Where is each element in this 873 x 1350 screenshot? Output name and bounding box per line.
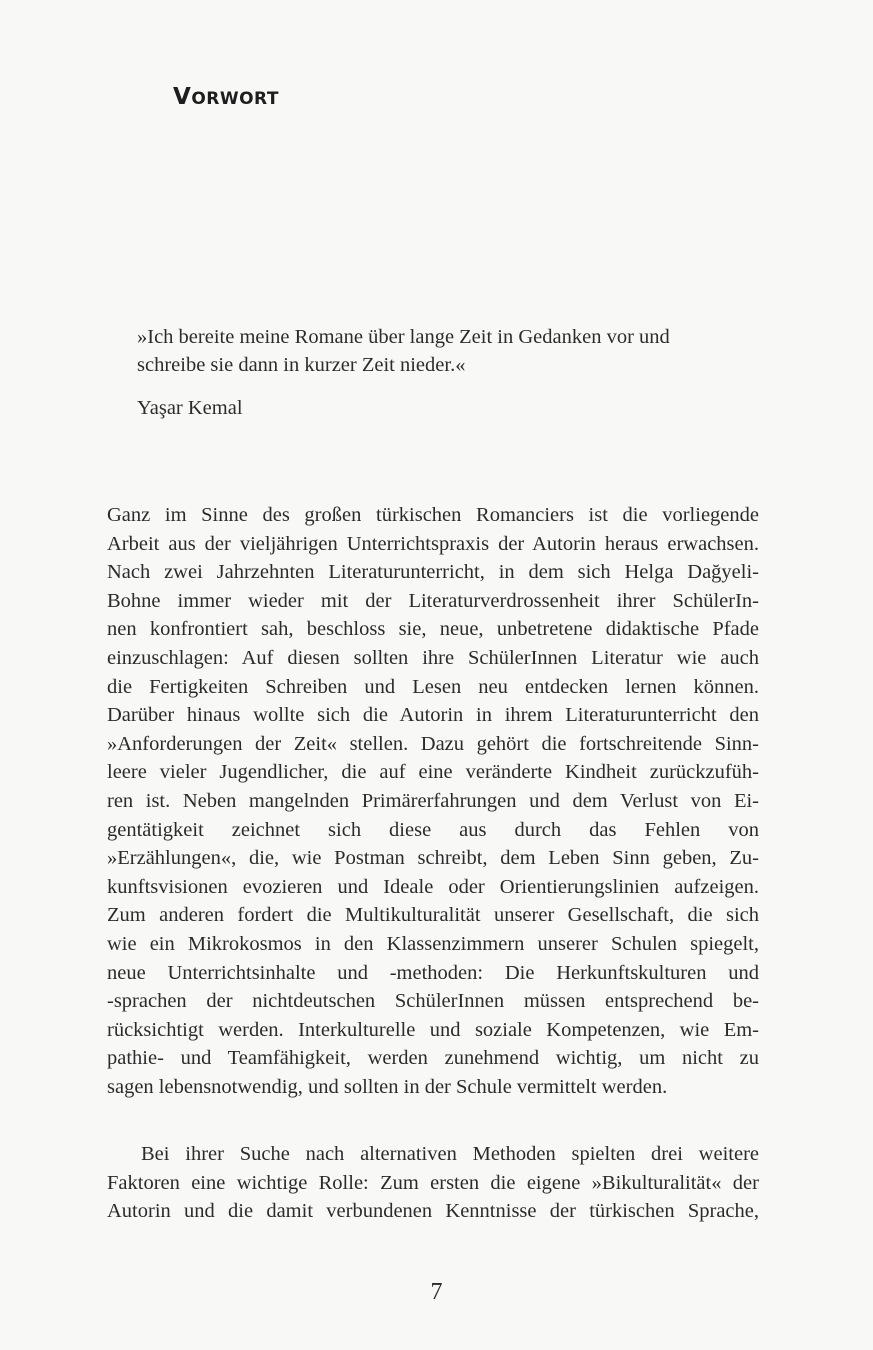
- text-line: Ganz im Sinne des großen türkischen Romanciers ist die vorliegende: [107, 504, 759, 526]
- text-line: Darüber hinaus wollte sich die Autorin in ihrem Literaturunterricht den: [107, 704, 759, 727]
- text-line: leere vieler Jugendlicher, die auf eine veränderte Kindheit zurückzufüh-: [107, 761, 759, 784]
- heading-initial: V: [173, 84, 192, 110]
- text-line: Autorin und die damit verbundenen Kenntnisse der türkischen Sprache,: [107, 1200, 759, 1223]
- text-line: ren ist. Neben mangelnden Primärerfahrungen und dem Verlust von Ei-: [107, 789, 759, 812]
- text-line: Bohne immer wieder mit der Literaturverdrossenheit ihrer SchülerIn-: [107, 589, 759, 612]
- text-line: Arbeit aus der vieljährigen Unterrichtspraxis der Autorin heraus erwachsen.: [107, 532, 759, 555]
- text-line: Faktoren eine wichtige Rolle: Zum ersten die eigene »Bikulturalität« der: [107, 1171, 759, 1194]
- text-line: einzuschlagen: Auf diesen sollten ihre SchülerInnen Literatur wie auch: [107, 646, 759, 669]
- page-number: 7: [430, 1279, 443, 1305]
- heading-rest: ORWORT: [191, 89, 279, 109]
- text-line: »Erzählungen«, die, wie Postman schreibt, dem Leben Sinn geben, Zu-: [107, 847, 759, 870]
- text-line: die Fertigkeiten Schreiben und Lesen neu entdecken lernen können.: [107, 675, 759, 698]
- text-line: gentätigkeit zeichnet sich diese aus durch das Fehlen von: [107, 818, 759, 841]
- chapter-heading: [173, 84, 279, 110]
- text-line: kunftsvisionen evozieren und Ideale oder Orientierungslinien aufzeigen.: [107, 875, 759, 898]
- epigraph-author: Yaşar Kemal: [137, 397, 243, 419]
- text-line: »Anforderungen der Zeit« stellen. Dazu gehört die fortschreitende Sinn-: [107, 732, 759, 755]
- body-paragraph: [107, 501, 759, 1101]
- epigraph-quote: [137, 323, 759, 379]
- text-line: neue Unterrichtsinhalte und -methoden: Die Herkunftskulturen und: [107, 961, 759, 984]
- text-line: wie ein Mikrokosmos in den Klassenzimmern unserer Schulen spiegelt,: [107, 932, 759, 955]
- body-paragraph: [107, 1140, 759, 1226]
- text-line: Bei ihrer Suche nach alternativen Methoden spielten drei weitere: [141, 1143, 759, 1165]
- text-line: rücksichtigt werden. Interkulturelle und soziale Kompetenzen, wie Em-: [107, 1018, 759, 1041]
- text-line: Zum anderen fordert die Multikulturalität unserer Gesellschaft, die sich: [107, 904, 759, 927]
- text-line: Nach zwei Jahrzehnten Literaturunterricht, in dem sich Helga Dağyeli-: [107, 561, 759, 584]
- text-line: nen konfrontiert sah, beschloss sie, neue, unbetretene didaktische Pfade: [107, 618, 759, 641]
- text-line: pathie- und Teamfähigkeit, werden zunehmend wichtig, um nicht zu: [107, 1047, 759, 1070]
- epigraph-quote-line: »Ich bereite meine Romane über lange Zeit in Gedanken vor und: [137, 326, 670, 348]
- text-line: -sprachen der nichtdeutschen SchülerInnen müssen entsprechend be-: [107, 990, 759, 1013]
- text-line: sagen lebensnotwendig, und sollten in der Schule vermittelt werden.: [107, 1075, 668, 1098]
- epigraph-quote-line: schreibe sie dann in kurzer Zeit nieder.«: [137, 354, 466, 376]
